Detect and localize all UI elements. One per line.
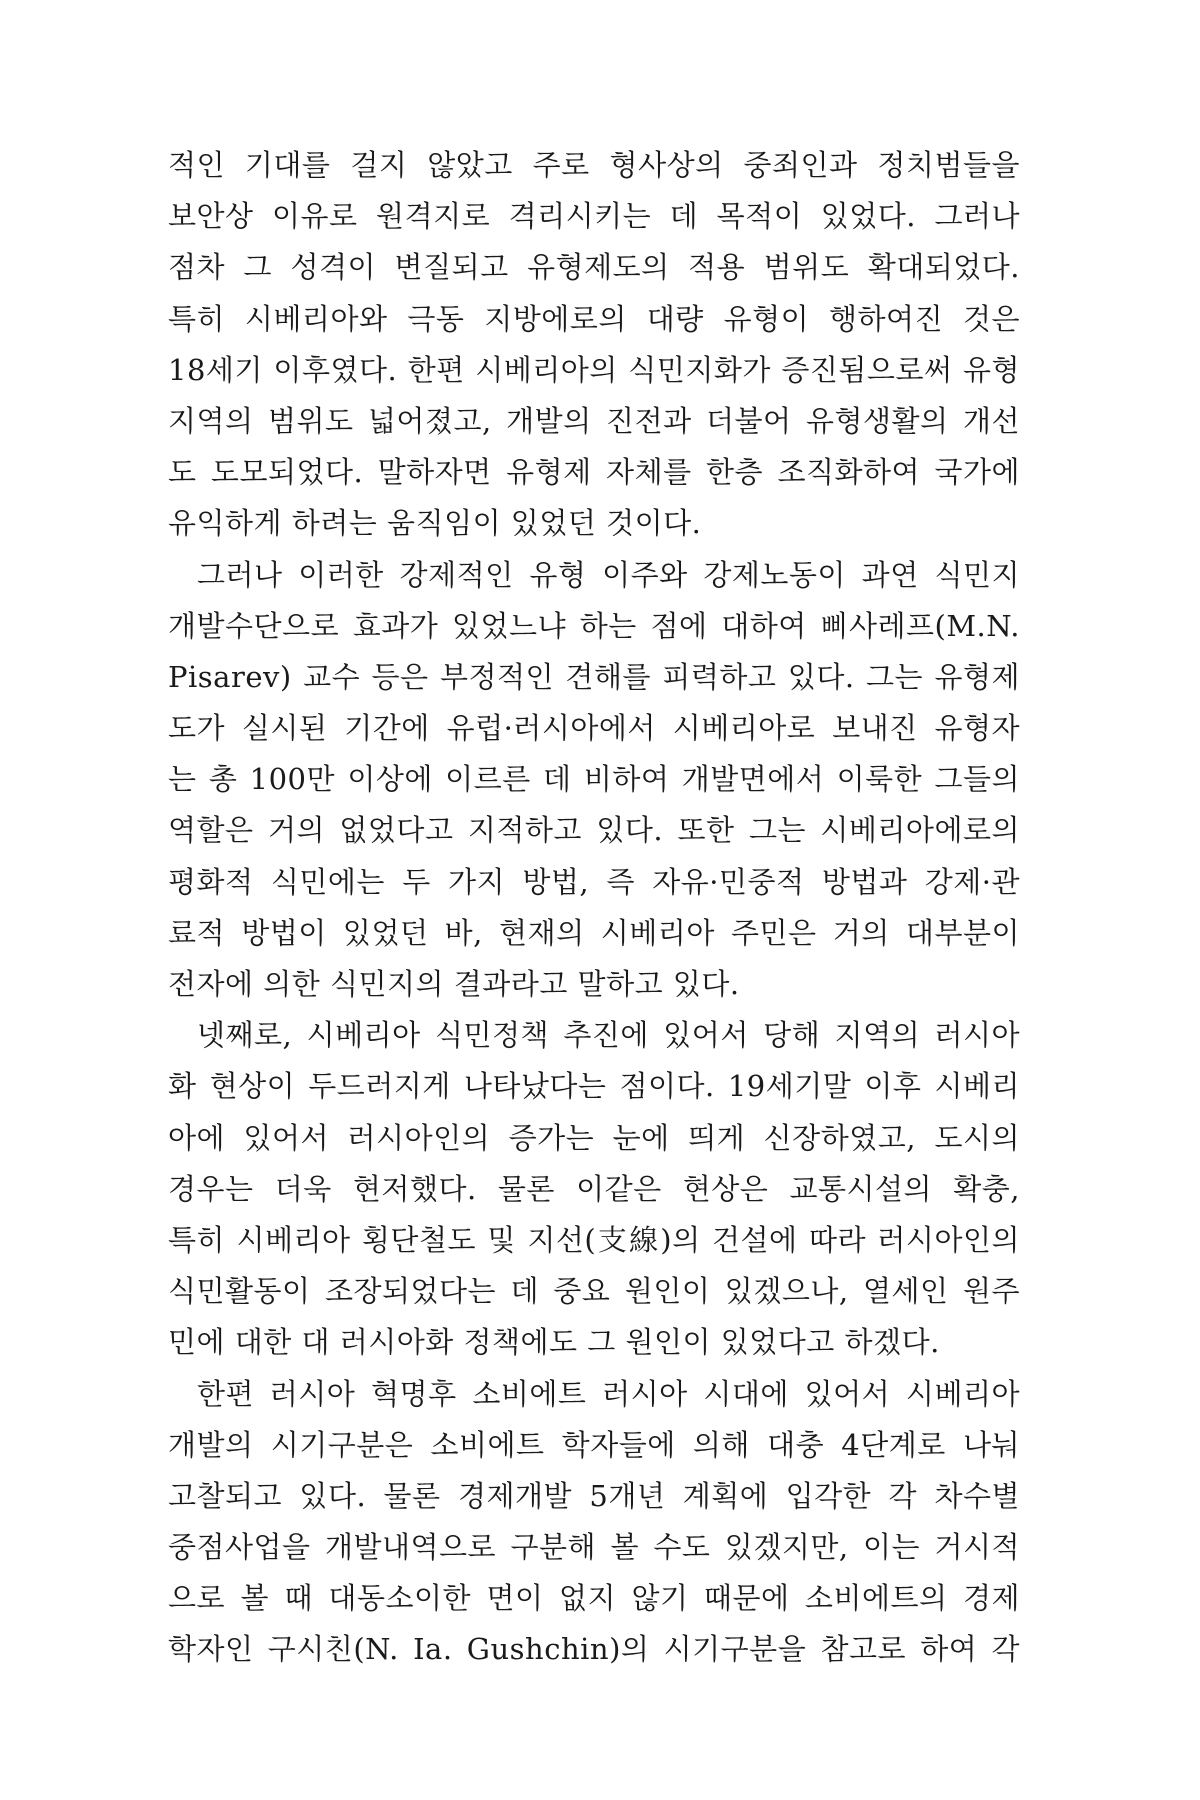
text-line: 특히 시베리아 횡단철도 및 지선(支線)의 건설에 따라 러시아인의 xyxy=(168,1222,1020,1257)
text-line: 도가 실시된 기간에 유럽·러시아에서 시베리아로 보내진 유형자 xyxy=(168,711,1020,746)
text-line: 으로 볼 때 대동소이한 면이 없지 않기 때문에 소비에트의 경제 xyxy=(168,1581,1020,1616)
paragraph xyxy=(168,140,1020,550)
text-line: 적인 기대를 걸지 않았고 주로 형사상의 중죄인과 정치범들을 xyxy=(168,148,1020,182)
text-line: 특히 시베리아와 극동 지방에로의 대량 유형이 행하여진 것은 xyxy=(168,301,1020,336)
paragraph xyxy=(168,1369,1020,1676)
body-text xyxy=(168,140,1020,1676)
text-line: 도 도모되었다. 말하자면 유형제 자체를 한층 조직화하여 국가에 xyxy=(168,455,1020,490)
text-line: 식민활동이 조장되었다는 데 중요 원인이 있겠으나, 열세인 원주 xyxy=(168,1274,1020,1309)
text-line: 화 현상이 두드러지게 나타났다는 점이다. 19세기말 이후 시베리 xyxy=(168,1069,1020,1104)
text-line: 18세기 이후였다. 한편 시베리아의 식민지화가 증진됨으로써 유형 xyxy=(168,352,1020,387)
text-line: 그러나 이러한 강제적인 유형 이주와 강제노동이 과연 식민지 xyxy=(197,557,1020,592)
paragraph xyxy=(168,550,1020,1011)
text-line: 아에 있어서 러시아인의 증가는 눈에 띄게 신장하였고, 도시의 xyxy=(168,1120,1020,1155)
text-line: 료적 방법이 있었던 바, 현재의 시베리아 주민은 거의 대부분이 xyxy=(168,915,1020,950)
text-line: 중점사업을 개발내역으로 구분해 볼 수도 있겠지만, 이는 거시적 xyxy=(168,1530,1020,1565)
text-line: 경우는 더욱 현저했다. 물론 이같은 현상은 교통시설의 확충, xyxy=(168,1171,1020,1206)
paragraph xyxy=(168,1010,1020,1368)
text-line: Pisarev) 교수 등은 부정적인 견해를 피력하고 있다. 그는 유형제 xyxy=(168,659,1020,694)
text-line: 지역의 범위도 넓어졌고, 개발의 진전과 더불어 유형생활의 개선 xyxy=(168,403,1020,438)
text-line: 역할은 거의 없었다고 지적하고 있다. 또한 그는 시베리아에로의 xyxy=(168,813,1020,848)
text-line: 넷째로, 시베리아 식민정책 추진에 있어서 당해 지역의 러시아 xyxy=(197,1018,1020,1053)
text-line: 한편 러시아 혁명후 소비에트 러시아 시대에 있어서 시베리아 xyxy=(197,1376,1020,1411)
text-line: 평화적 식민에는 두 가지 방법, 즉 자유·민중적 방법과 강제·관 xyxy=(168,864,1020,899)
text-line: 보안상 이유로 원격지로 격리시키는 데 목적이 있었다. 그러나 xyxy=(168,199,1020,234)
text-line: 는 총 100만 이상에 이르른 데 비하여 개발면에서 이룩한 그들의 xyxy=(168,762,1020,797)
text-line: 개발의 시기구분은 소비에트 학자들에 의해 대충 4단계로 나눠 xyxy=(168,1427,1020,1462)
text-line: 전자에 의한 식민지의 결과라고 말하고 있다. xyxy=(168,967,740,1001)
text-line: 개발수단으로 효과가 있었느냐 하는 점에 대하여 삐사레프(M.N. xyxy=(168,608,1020,643)
text-line: 학자인 구시친(N. Ia. Gushchin)의 시기구분을 참고로 하여 각 xyxy=(168,1632,1020,1667)
text-line: 점차 그 성격이 변질되고 유형제도의 적용 범위도 확대되었다. xyxy=(168,250,1020,285)
text-line: 유익하게 하려는 움직임이 있었던 것이다. xyxy=(168,506,702,541)
text-line: 민에 대한 대 러시아화 정책에도 그 원인이 있었다고 하겠다. xyxy=(168,1325,940,1360)
text-line: 고찰되고 있다. 물론 경제개발 5개년 계획에 입각한 각 차수별 xyxy=(168,1478,1020,1513)
